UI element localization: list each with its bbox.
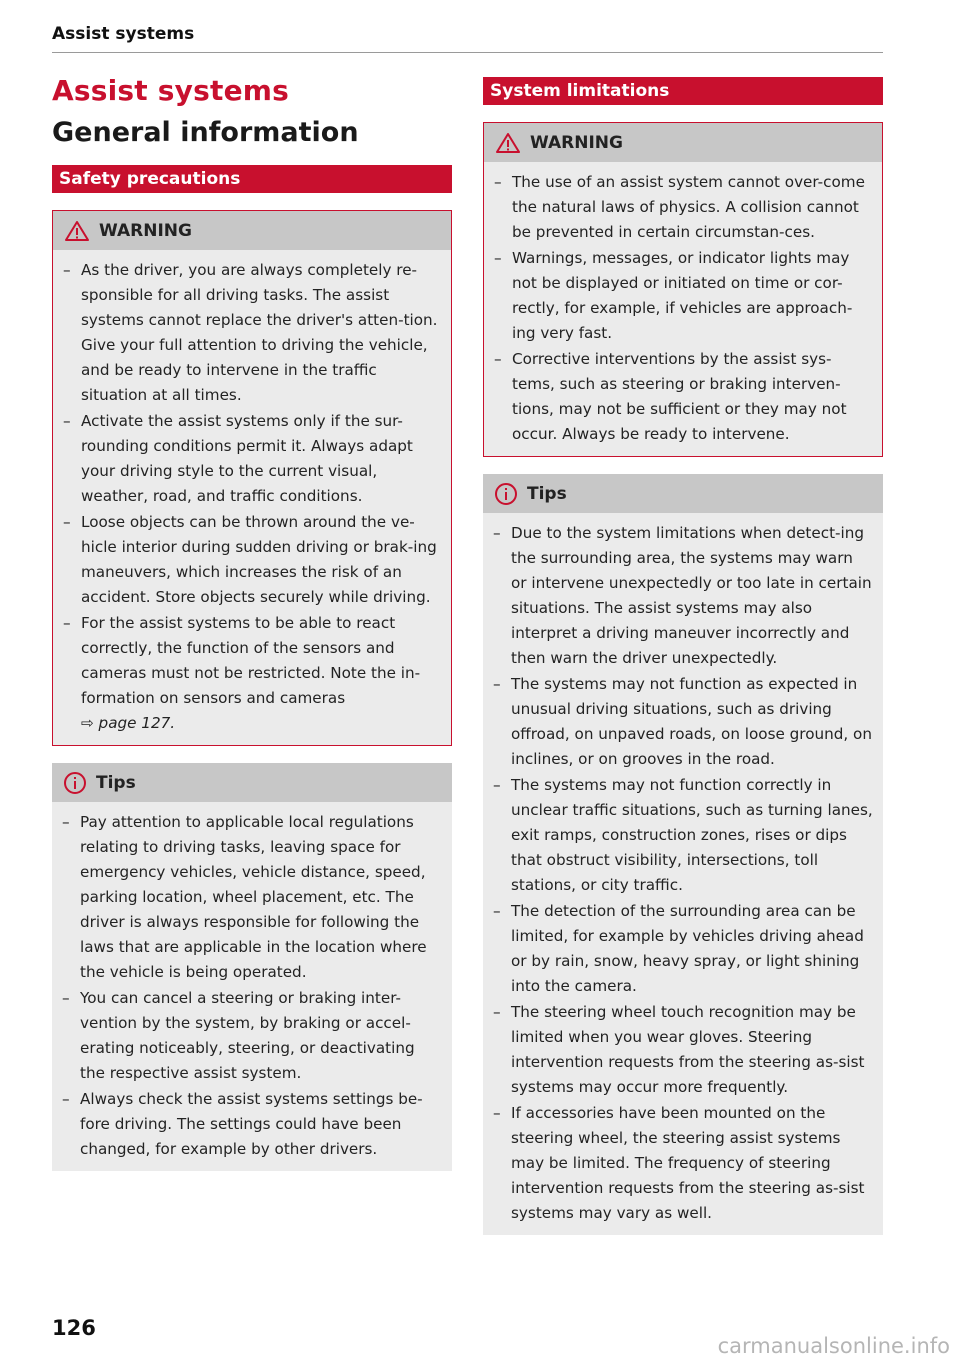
list-item: – The detection of the surrounding area can be limited, for example by vehicles driving ahead or by rain, snow, heavy spray, or light shining into the camera. [493, 899, 873, 999]
warning-label: WARNING [99, 220, 192, 241]
warning-list [484, 162, 882, 456]
chapter-title: Assist systems [52, 74, 289, 107]
list-item: – Warnings, messages, or indicator lights may not be displayed or initiated on time or cor-rectly, for example, if vehicles are approach-ing very fast. [494, 246, 872, 346]
info-circle-icon [63, 771, 87, 795]
warning-list [53, 250, 451, 745]
page-number: 126 [52, 1316, 96, 1340]
warning-box-header [53, 211, 451, 250]
tips-list [483, 513, 883, 1235]
warning-box [483, 122, 883, 457]
list-item-text: For the assist systems to be able to react correctly, the function of the sensors and cameras must not be restricted. Note the in-formation on sensors and cameras [81, 614, 421, 707]
subsection-bar: Safety precautions [52, 165, 452, 193]
subsection-bar: System limitations [483, 77, 883, 105]
running-header: Assist systems [52, 24, 195, 44]
tips-box [52, 763, 452, 1171]
list-item: – Corrective interventions by the assist sys-tems, such as steering or braking interven-tions, may not be sufficient or they may not occur. Always be ready to intervene. [494, 347, 872, 447]
list-item: – The use of an assist system cannot over-come the natural laws of physics. A collision cannot be prevented in certain circumstan-ces. [494, 170, 872, 245]
watermark: carmanualsonline.info [717, 1334, 950, 1358]
list-item: – If accessories have been mounted on the steering wheel, the steering assist systems may be limited. The frequency of steering intervention requests from the steering as-sist systems may vary as well. [493, 1101, 873, 1226]
list-item: – Always check the assist systems settings be-fore driving. The settings could have been changed, for example by other drivers. [62, 1087, 442, 1162]
list-item: – The steering wheel touch recognition may be limited when you wear gloves. Steering intervention requests from the steering as-sist systems may occur more frequently. [493, 1000, 873, 1100]
warning-label: WARNING [530, 132, 623, 153]
warning-box-header [484, 123, 882, 162]
list-item: – You can cancel a steering or braking inter-vention by the system, by braking or accel-erating noticeably, steering, or deactivating the respective assist system. [62, 986, 442, 1086]
warning-triangle-icon [64, 220, 90, 242]
list-item: – The systems may not function correctly in unclear traffic situations, such as turning lanes, exit ramps, construction zones, rises or dips that obstruct visibility, intersections, toll stations, or city traffic. [493, 773, 873, 898]
list-item [63, 611, 441, 736]
tips-box-header [483, 474, 883, 513]
section-heading: General information [52, 117, 359, 148]
tips-label: Tips [96, 772, 136, 793]
tips-box [483, 474, 883, 1235]
right-column [483, 77, 883, 1235]
list-item: – Pay attention to applicable local regulations relating to driving tasks, leaving space for emergency vehicles, vehicle distance, speed, parking location, wheel placement, etc. The driver is always responsible for following the laws that are applicable in the location where the vehicle is being operated. [62, 810, 442, 985]
list-item: – Loose objects can be thrown around the ve-hicle interior during sudden driving or brak-ing maneuvers, which increases the risk of an accident. Store objects securely while driving. [63, 510, 441, 610]
page-reference-link[interactable]: ⇨ page 127. [81, 714, 176, 732]
warning-triangle-icon [495, 132, 521, 154]
warning-box [52, 210, 452, 746]
tips-label: Tips [527, 483, 567, 504]
list-item: – As the driver, you are always completely re-sponsible for all driving tasks. The assist systems cannot replace the driver's atten-tion. Give your full attention to driving the vehicle, and be ready to intervene in the traffic situation at all times. [63, 258, 441, 408]
list-item: – Due to the system limitations when detect-ing the surrounding area, the systems may warn or intervene unexpectedly or too late in certain situations. The assist systems may also interpret a driving maneuver incorrectly and then warn the driver unexpectedly. [493, 521, 873, 671]
info-circle-icon [494, 482, 518, 506]
tips-box-header [52, 763, 452, 802]
left-column [52, 74, 452, 1171]
header-rule [52, 52, 883, 53]
tips-list [52, 802, 452, 1171]
list-item: – The systems may not function as expected in unusual driving situations, such as driving offroad, on unpaved roads, on loose ground, on inclines, or on grooves in the road. [493, 672, 873, 772]
list-item: – Activate the assist systems only if the sur-rounding conditions permit it. Always adapt your driving style to the current visual, weather, road, and traffic conditions. [63, 409, 441, 509]
